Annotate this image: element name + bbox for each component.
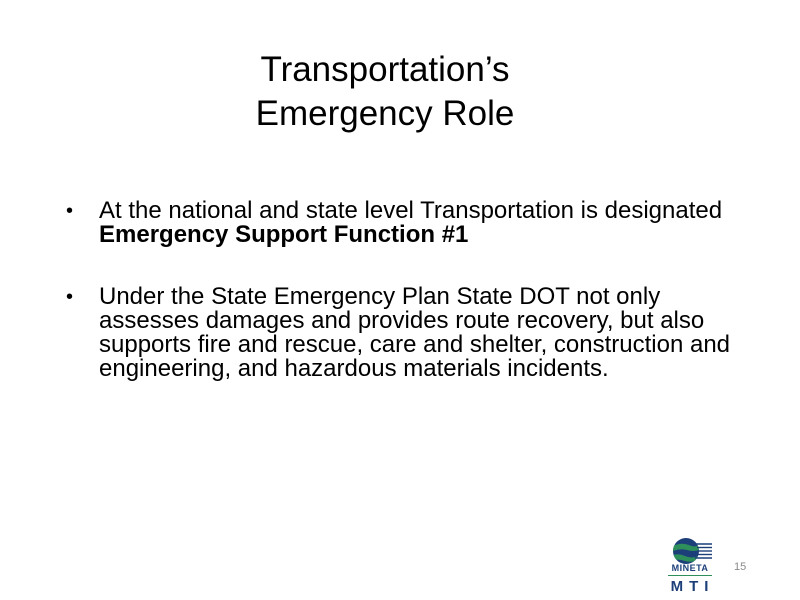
- bullet-item-esf: [62, 199, 742, 247]
- slide-title: [180, 48, 590, 136]
- logo-acronym: MTI: [670, 578, 715, 595]
- bullet-list: [62, 199, 742, 381]
- bullet-text: Under the State Emergency Plan State DOT not only assesses damages and provides route recovery, but also supports fire and rescue, care and shelter, construction and engineering, and hazardous materials incidents.: [99, 283, 731, 382]
- bullet-bold-text: Emergency Support Function #1: [99, 221, 469, 248]
- bullet-text: At the national and state level Transportation is designated: [99, 197, 723, 224]
- page-number: 15: [734, 561, 747, 573]
- title-line-1: Transportation’s: [260, 50, 510, 89]
- bullet-item-state-plan: [62, 285, 742, 381]
- logo-name: MINETA: [671, 563, 709, 573]
- globe-icon: [669, 536, 713, 564]
- logo-divider: [662, 574, 718, 577]
- bullet-marker: •: [66, 286, 74, 308]
- title-line-2: Emergency Role: [255, 94, 515, 133]
- mineta-logo: [662, 536, 718, 596]
- bullet-marker: •: [66, 200, 74, 222]
